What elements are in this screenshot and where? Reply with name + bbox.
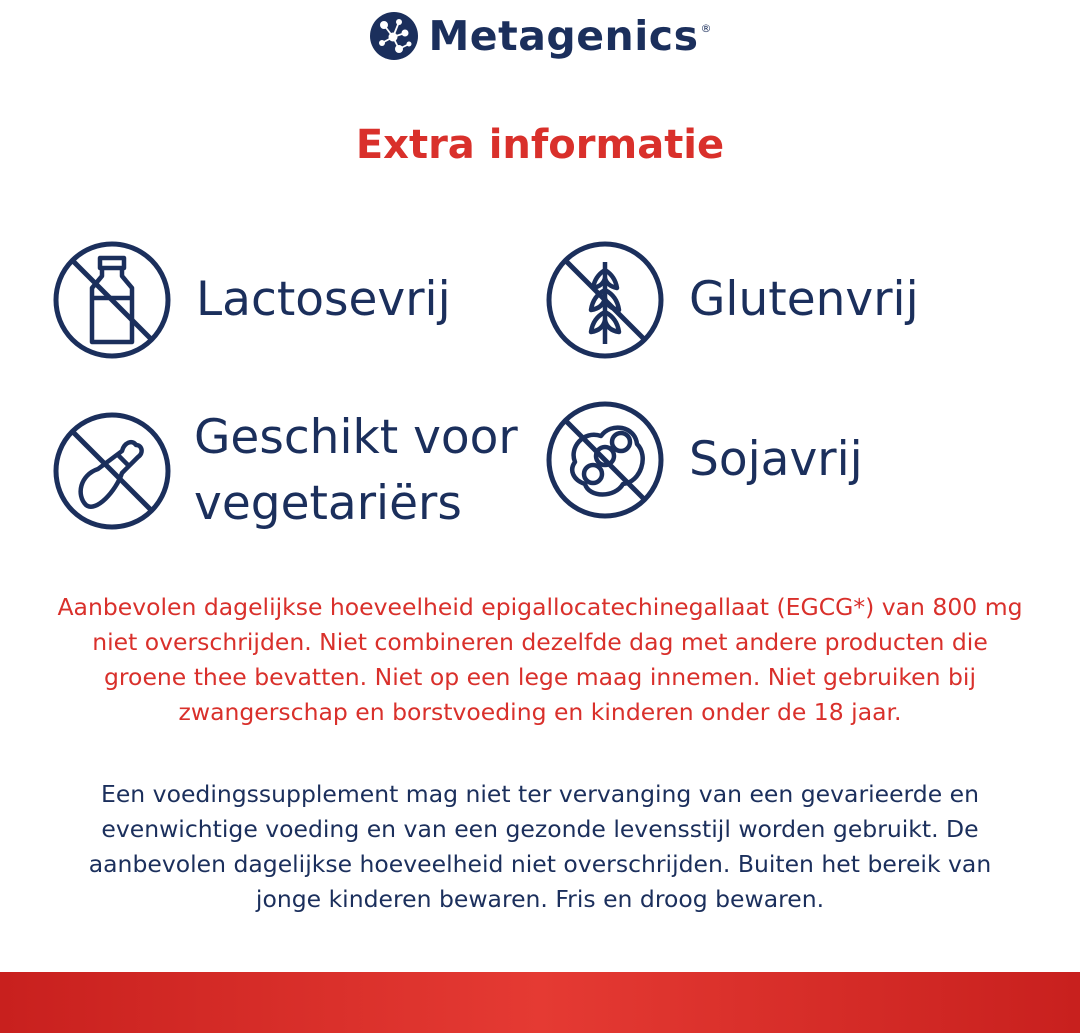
brand-logo xyxy=(0,8,1080,64)
registered-mark: ® xyxy=(700,22,712,35)
info-line: Een voedingssupplement mag niet ter vervanging van een gevarieerde en xyxy=(101,780,979,808)
warning-line: zwangerschap en borstvoeding en kinderen onder de 18 jaar. xyxy=(178,698,902,726)
info-text xyxy=(40,777,1040,917)
info-line: jonge kinderen bewaren. Fris en droog bewaren. xyxy=(255,885,825,913)
feature-lactose-free xyxy=(52,240,451,360)
feature-label-line1: Geschikt voor xyxy=(194,410,518,465)
page-title: Extra informatie xyxy=(355,122,725,168)
feature-label: Lactosevrij xyxy=(196,272,451,327)
feature-gluten-free xyxy=(545,240,919,360)
warning-line: groene thee bevatten. Niet op een lege maag innemen. Niet gebruiken bij xyxy=(104,663,976,691)
molecule-logo-icon xyxy=(369,11,419,61)
info-line: evenwichtige voeding en van een gezonde levensstijl worden gebruikt. De xyxy=(101,815,979,843)
no-meat-icon xyxy=(52,411,172,531)
warning-line: niet overschrijden. Niet combineren dezelfde dag met andere producten die xyxy=(92,628,988,656)
brand-name: Metagenics xyxy=(428,12,699,60)
info-line: aanbevolen dagelijkse hoeveelheid niet overschrijden. Buiten het bereik van xyxy=(88,850,992,878)
warning-line: Aanbevolen dagelijkse hoeveelheid epigallocatechinegallaat (EGCG*) van 800 mg xyxy=(57,593,1023,621)
feature-vegetarian xyxy=(52,405,518,537)
no-wheat-icon xyxy=(545,240,665,360)
feature-label: Sojavrij xyxy=(689,432,863,487)
warning-text xyxy=(40,590,1040,730)
footer-red-bar xyxy=(0,972,1080,1033)
no-soy-icon xyxy=(545,400,665,520)
feature-label-line2: vegetariërs xyxy=(194,476,462,531)
feature-label: Glutenvrij xyxy=(689,272,919,327)
feature-label xyxy=(194,405,518,537)
no-milk-bottle-icon xyxy=(52,240,172,360)
feature-soy-free xyxy=(545,400,863,520)
